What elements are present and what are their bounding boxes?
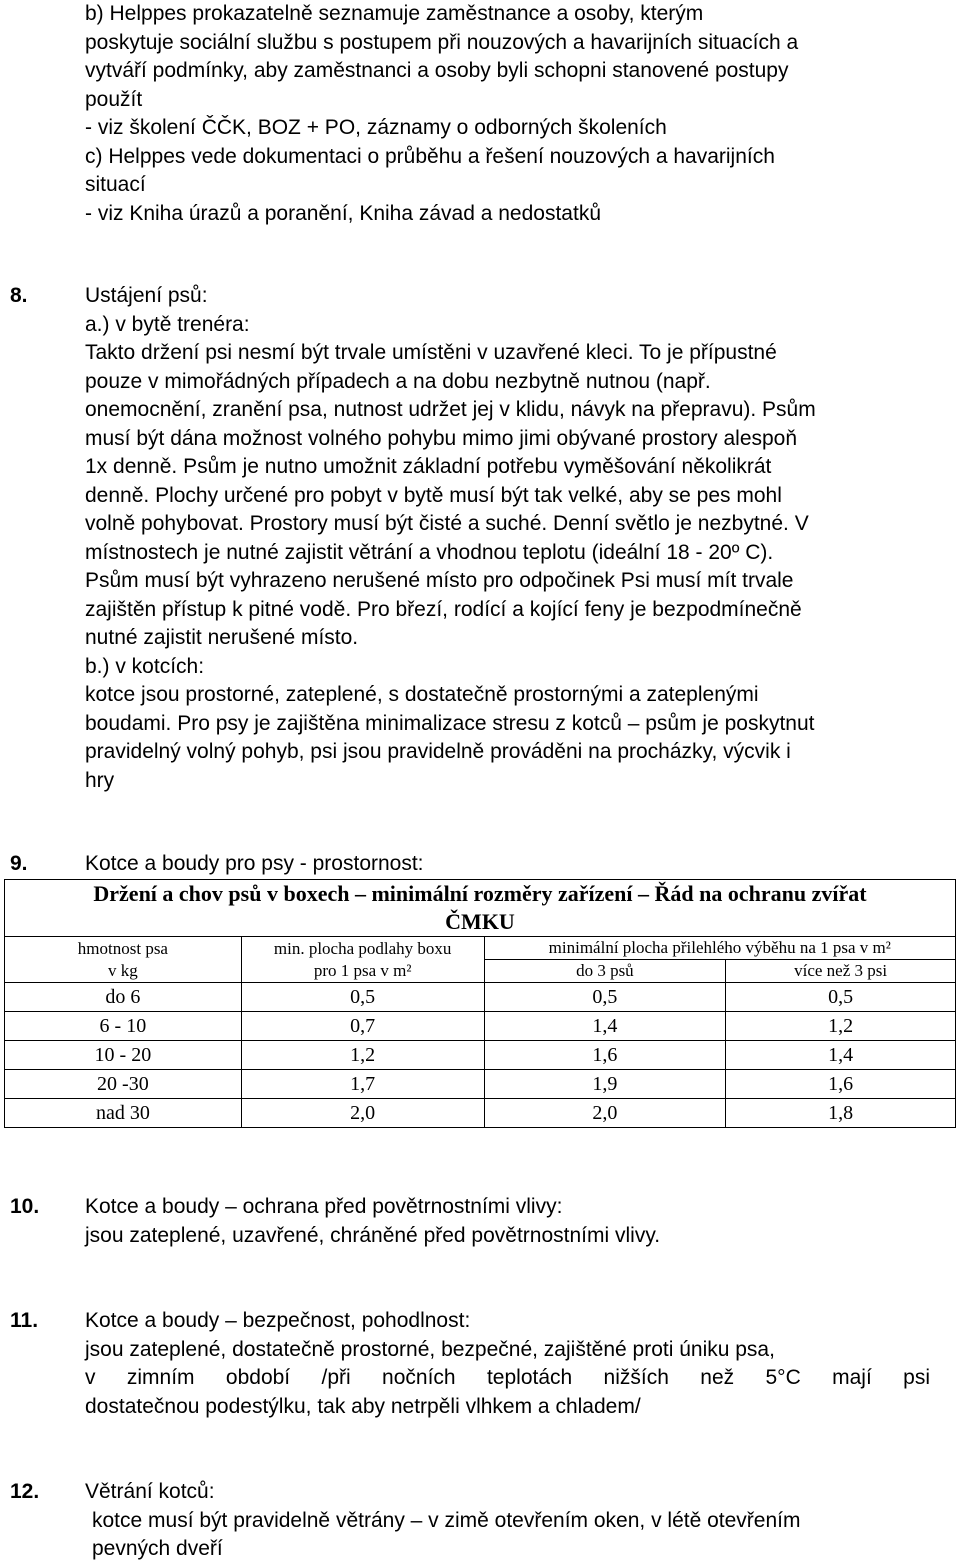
section-8-line: b.) v kotcích: — [85, 654, 205, 678]
table-cell: 1,4 — [726, 1041, 956, 1070]
table-cell: 0,5 — [241, 983, 484, 1012]
section-11-line: dostatečnou podestýlku, tak aby netrpěli vlhkem a chladem/ — [85, 1394, 641, 1418]
section-8-line: hry — [85, 768, 115, 792]
intro-line: - viz školení ČČK, BOZ + PO, záznamy o odborných školeních — [85, 116, 667, 139]
section-12-body — [85, 1478, 930, 1564]
section-12-title: Větrání kotců: — [85, 1480, 215, 1503]
table-cell: 1,4 — [484, 1012, 726, 1041]
section-8-line: nutné zajistit nerušené místo. — [85, 626, 359, 649]
section-8-line: Psům musí být vyhrazeno nerušené místo pro odpočinek Psi musí mít trvale — [85, 569, 794, 592]
table-row — [5, 983, 956, 1012]
table-row — [5, 1070, 956, 1099]
table-row — [5, 1012, 956, 1041]
table-cell: 1,8 — [726, 1099, 956, 1128]
section-12-number: 12. — [10, 1480, 40, 1503]
section-8-line: onemocnění, zranění psa, nutnost udržet jej v klidu, návyk na přepravu). Psům — [85, 398, 816, 421]
section-12-line: pevných dveří — [92, 1537, 223, 1560]
intro-line: vytváří podmínky, aby zaměstnanci a osoby byli schopni stanovené postupy — [85, 59, 789, 82]
intro-line: b) Helppes prokazatelně seznamuje zaměstnance a osoby, kterým — [85, 2, 704, 25]
intro-line: - viz Kniha úrazů a poranění, Kniha závad a nedostatků — [85, 201, 601, 225]
table-cell: 20 -30 — [5, 1070, 242, 1099]
table-cell: 0,7 — [241, 1012, 484, 1041]
section-10-line: jsou zateplené, uzavřené, chráněné před povětrnostními vlivy. — [85, 1223, 661, 1247]
section-8-line: kotce jsou prostorné, zateplené, s dostatečně prostornými a zateplenými — [85, 683, 759, 706]
table-row — [5, 1099, 956, 1128]
section-8-line: a.) v bytě trenéra: — [85, 312, 250, 336]
table-cell: 0,5 — [726, 983, 956, 1012]
table-cell: 1,6 — [726, 1070, 956, 1099]
section-8-line: pravidelný volný pohyb, psi jsou pravidelně prováděni na procházky, výcvik i — [85, 740, 791, 763]
header-up-to-3: do 3 psů — [484, 960, 726, 983]
table-cell: do 6 — [5, 983, 242, 1012]
section-8-line: denně. Plochy určené pro pobyt v bytě musí být tak velké, aby se pes mohl — [85, 483, 782, 507]
section-8-line: pouze v mimořádných případech a na dobu nezbytně nutnou (např. — [85, 369, 711, 393]
section-11-line: jsou zateplené, dostatečně prostorné, bezpečné, zajištěné proti úniku psa, — [85, 1337, 775, 1361]
header-box-floor: min. plocha podlahy boxu pro 1 psa v m² — [241, 937, 484, 983]
section-11-line: v zimním období /při nočních teplotách nižších než 5°C mají psi — [85, 1366, 930, 1389]
header-run-area: minimální plocha přilehlého výběhu na 1 psa v m² — [484, 937, 955, 960]
section-12-line: kotce musí být pravidelně větrány – v zimě otevřením oken, v létě otevřením — [92, 1508, 801, 1532]
table-caption-line: Držení a chov psů v boxech – minimální rozměry zařízení – Řád na ochranu zvířat — [93, 881, 867, 906]
table-cell: 1,2 — [726, 1012, 956, 1041]
section-8-line: volně pohybovat. Prostory musí být čisté a suché. Denní světlo je nezbytné. V — [85, 512, 809, 535]
section-8-line: 1x denně. Psům je nutno umožnit základní potřebu vyměšování několikrát — [85, 455, 772, 478]
section-8-title: Ustájení psů: — [85, 284, 208, 307]
section-11-body — [85, 1307, 930, 1421]
section-11-title: Kotce a boudy – bezpečnost, pohodlnost: — [85, 1309, 471, 1332]
section-8-line: Takto držení psi nesmí být trvale umístěni v uzavřené kleci. To je přípustné — [85, 341, 777, 364]
section-8-line: zajištěn přístup k pitné vodě. Pro březí, rodící a kojící feny je bezpodmínečně — [85, 597, 802, 621]
table-cell: 6 - 10 — [5, 1012, 242, 1041]
section-9-title — [85, 850, 930, 879]
intro-line: poskytuje sociální službu s postupem při nouzových a havarijních situacích a — [85, 30, 799, 54]
table-cell: nad 30 — [5, 1099, 242, 1128]
kennel-size-table — [4, 879, 956, 1128]
table-cell: 1,9 — [484, 1070, 726, 1099]
table-cell: 0,5 — [484, 983, 726, 1012]
section-10-number: 10. — [10, 1195, 40, 1218]
table-caption-line: ČMKU — [445, 909, 515, 934]
section-8-line: boudami. Pro psy je zajištěna minimalizace stresu z kotců – psům je poskytnut — [85, 711, 815, 735]
section-9-title-text: Kotce a boudy pro psy - prostornost: — [85, 852, 424, 875]
section-8-body — [85, 282, 930, 795]
table-row — [5, 1041, 956, 1070]
header-more-than-3: více než 3 psi — [726, 960, 956, 983]
section-9-number: 9. — [10, 852, 28, 875]
table-cell: 10 - 20 — [5, 1041, 242, 1070]
intro-line: situací — [85, 173, 146, 196]
section-10-body — [85, 1193, 930, 1250]
section-8-line: musí být dána možnost volného pohybu mimo jimi obývané prostory alespoň — [85, 426, 798, 450]
table-caption — [5, 880, 956, 937]
intro-line: c) Helppes vede dokumentaci o průběhu a řešení nouzových a havarijních — [85, 144, 775, 168]
section-8-line: místnostech je nutné zajistit větrání a vhodnou teplotu (ideální 18 - 20º C). — [85, 540, 774, 564]
intro-block — [85, 0, 930, 228]
table-cell: 1,6 — [484, 1041, 726, 1070]
table-cell: 1,2 — [241, 1041, 484, 1070]
section-11-number: 11. — [10, 1309, 39, 1332]
section-8-number: 8. — [10, 284, 28, 307]
header-weight: hmotnost psa v kg — [5, 937, 242, 983]
table-cell: 1,7 — [241, 1070, 484, 1099]
table-cell: 2,0 — [241, 1099, 484, 1128]
table-cell: 2,0 — [484, 1099, 726, 1128]
section-10-title: Kotce a boudy – ochrana před povětrnostními vlivy: — [85, 1195, 563, 1218]
intro-line: použít — [85, 87, 143, 111]
